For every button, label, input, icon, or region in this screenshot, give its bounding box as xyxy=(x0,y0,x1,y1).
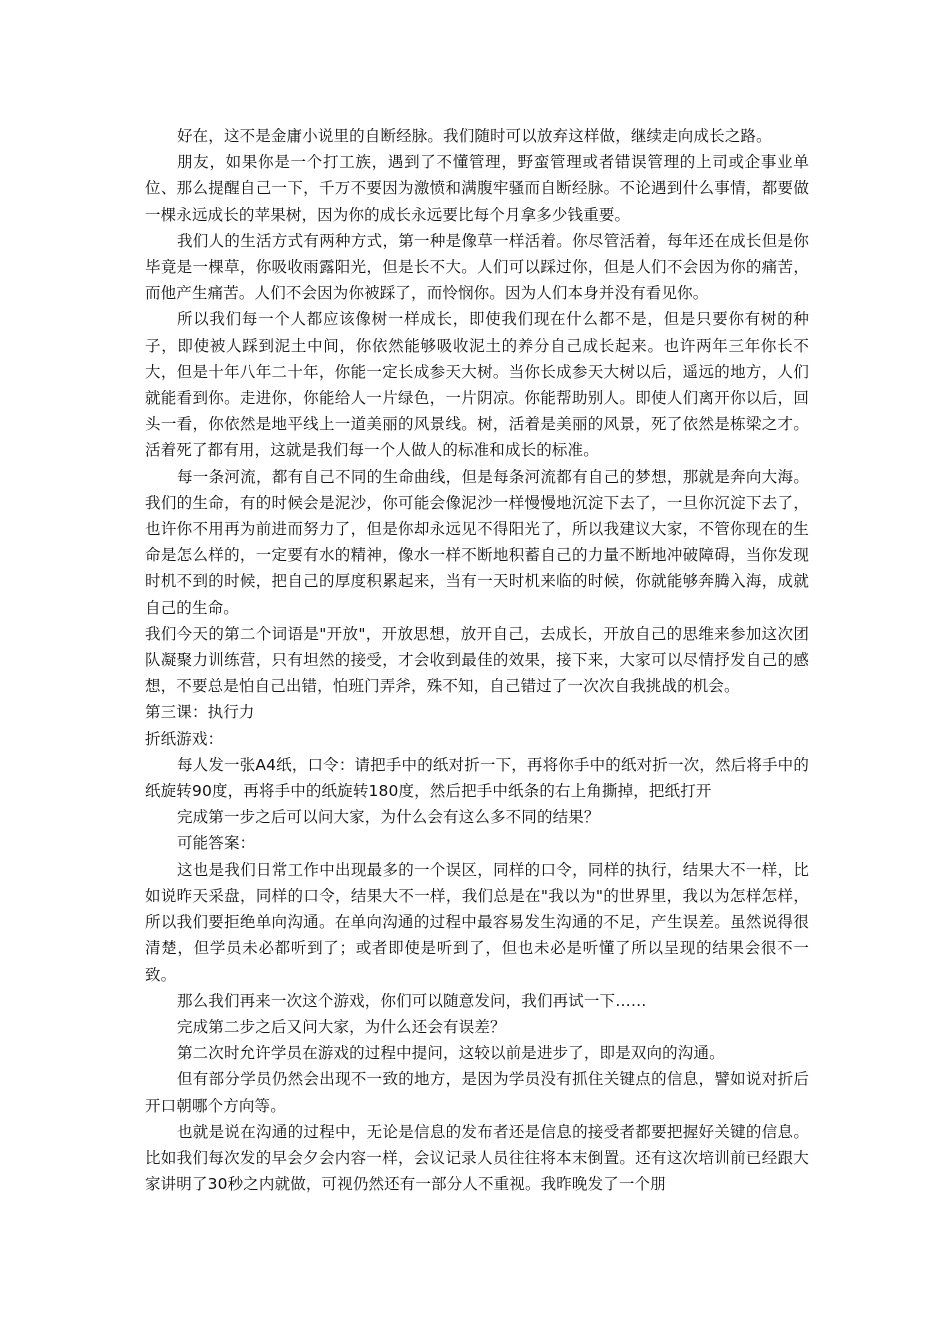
paragraph: 完成第一步之后可以问大家，为什么会有这么多不同的结果？ xyxy=(177,808,600,827)
paragraph: 每一条河流，都有自己不同的生命曲线，但是每条河流都有自己的梦想，那就是奔向大海。我们的生命，有的时候会是泥沙，你可能会像泥沙一样慢慢地沉淀下去了，一旦你沉淀下去了，也许你不用再为前进而努力了，但是你却永远见不得阳光了，所以我建议大家，不管你现在的生命是怎么样的，一定要有水的精神，像水一样不断地积蓄自己的力量不断地冲破障碍，当你发现时机不到的时候，把自己的厚度积累起来，当有一天时机来临的时候，你就能够奔腾入海，成就自己的生命。 xyxy=(145,467,809,617)
paragraph: 可能答案： xyxy=(177,834,256,853)
paragraph: 那么我们再来一次这个游戏，你们可以随意发问，我们再试一下…… xyxy=(177,991,647,1010)
paragraph: 朋友，如果你是一个打工族，遇到了不懂管理，野蛮管理或者错误管理的上司或企事业单位、那么提醒自己一下，千万不要因为激愤和满腹牢骚而自断经脉。不论遇到什么事情，都要做一棵永远成长的苹果树，因为你的成长永远要比每个月拿多少钱重要。 xyxy=(145,153,809,224)
paragraph: 每人发一张A4纸，口令：请把手中的纸对折一下，再将你手中的纸对折一次，然后将手中的纸旋转90度，再将手中的纸旋转180度，然后把手中纸条的右上角撕掉，把纸打开 xyxy=(145,755,809,801)
paragraph: 完成第二步之后又问大家，为什么还会有误差？ xyxy=(177,1017,506,1036)
paragraph: 但有部分学员仍然会出现不一致的地方，是因为学员没有抓住关键点的信息，譬如说对折后开口朝哪个方向等。 xyxy=(145,1070,809,1115)
paragraph: 我们人的生活方式有两种方式，第一种是像草一样活着。你尽管活着，每年还在成长但是你毕竟是一棵草，你吸收雨露阳光，但是长不大。人们可以踩过你，但是人们不会因为你的痛苦，而他产生痛苦。人们不会因为你被踩了，而怜悯你。因为人们本身并没有看见你。 xyxy=(145,231,809,303)
paragraph: 第二次时允许学员在游戏的过程中提问，这较以前是进步了，即是双向的沟通。 xyxy=(177,1044,725,1063)
paragraph: 也就是说在沟通的过程中，无论是信息的发布者还是信息的接受者都要把握好关键的信息。比如我们每次发的早会夕会内容一样，会议记录人员往往将本末倒置。还有这次培训前已经跟大家讲明了30秒之内就做，可视仍然还有一部分人不重视。我昨晚发了一个朋 xyxy=(145,1122,809,1194)
paragraph: 我们今天的第二个词语是"开放"，开放思想，放开自己，去成长，开放自己的思维来参加这次团队凝聚力训练营，只有坦然的接受，才会收到最佳的效果，接下来，大家可以尽情抒发自己的感想，不要总是怕自己出错，怕班门弄斧，殊不知，自己错过了一次次自我挑战的机会。 xyxy=(145,624,809,696)
subsection-heading: 折纸游戏： xyxy=(145,729,224,748)
paragraph: 所以我们每一个人都应该像树一样成长，即使我们现在什么都不是，但是只要你有树的种子，即使被人踩到泥土中间，你依然能够吸收泥土的养分自己成长起来。也许两年三年你长不大，但是十年八年二十年，你能一定长成参天大树。当你长成参天大树以后，遥远的地方，人们就能看到你。走进你，你能给人一片绿色，一片阴凉。你能帮助别人。即使人们离开你以后，回头一看，你依然是地平线上一道美丽的风景线。树，活着是美丽的风景，死了依然是栋梁之才。活着死了都有用，这就是我们每一个人做人的标准和成长的标准。 xyxy=(145,310,809,460)
section-heading: 第三课：执行力 xyxy=(145,703,255,722)
document-page xyxy=(145,123,809,1197)
paragraph: 这也是我们日常工作中出现最多的一个误区，同样的口令，同样的执行，结果大不一样，比如说昨天采盘，同样的口令，结果大不一样，我们总是在"我以为"的世界里，我以为怎样怎样，所以我们要拒绝单向沟通。在单向沟通的过程中最容易发生沟通的不足，产生误差。虽然说得很清楚，但学员未必都听到了；或者即使是听到了，但也未必是听懂了所以呈现的结果会很不一致。 xyxy=(145,860,809,984)
paragraph: 好在，这不是金庸小说里的自断经脉。我们随时可以放弃这样做，继续走向成长之路。 xyxy=(177,127,772,145)
